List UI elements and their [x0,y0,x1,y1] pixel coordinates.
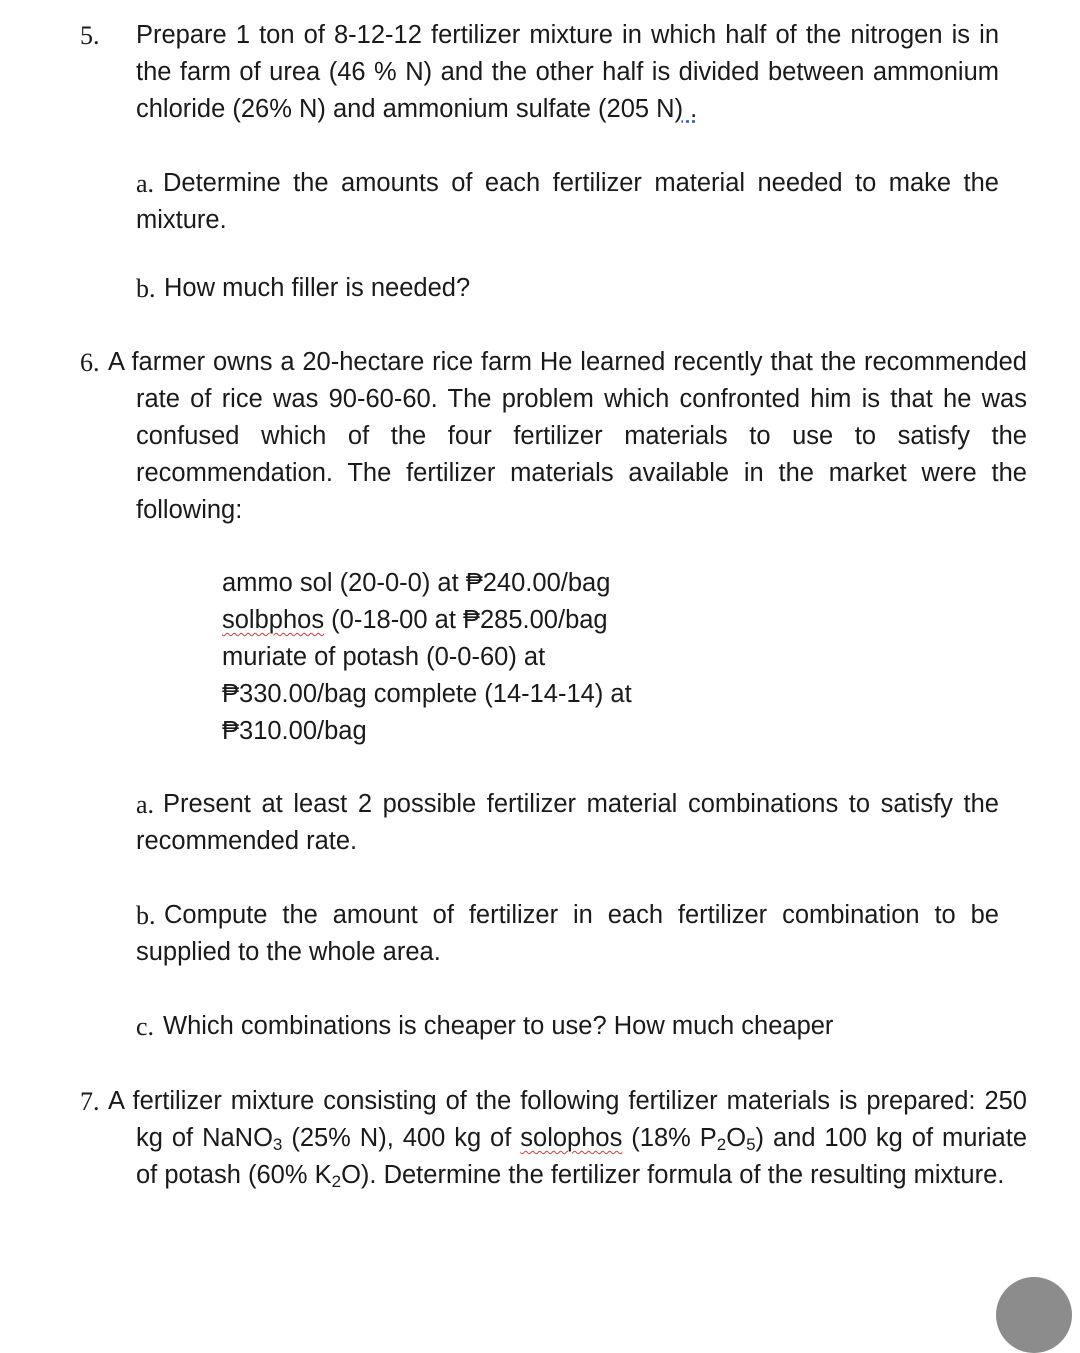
q7-part-6: O). Determine the fertilizer formula of the resulting mixture. [341,1161,1005,1189]
floating-action-button[interactable] [996,1277,1072,1353]
question-7-text [108,1083,1027,1194]
q7-part-1: A fertilizer mixture consisting of the following fertilizer materials is prepared: 250 kg of NaNO [108,1087,1027,1152]
question-6c-mark: c. [136,1012,155,1041]
q7-part-4: O [726,1124,747,1152]
question-5a-text [136,165,999,239]
question-5-tail: ) . [674,95,698,123]
q7-part-5: ) and 100 kg of muriate of potash (60% K [136,1124,1028,1189]
question-6b-text [136,897,999,971]
question-6b-body: Compute the amount of fertilizer in each fertilizer combination to be supplied to the whole area. [136,901,999,966]
q7-sub-2: 2 [716,1135,727,1154]
question-5b-mark: b. [136,274,156,303]
question-6a-body: Present at least 2 possible fertilizer material combinations to satisfy the recommended rate. [136,790,999,855]
fertilizer-list-line-2 [222,602,608,639]
q7-part-3: (18% P [622,1124,717,1152]
fertilizer-list-line-3: muriate of potash (0-0-60) at [222,643,546,671]
question-6c-text: Which combinations is cheaper to use? How much cheaper [163,1012,834,1040]
question-6-text [108,344,1027,529]
fertilizer-list-line-5: ₱310.00/bag [222,717,367,745]
q7-sub-4: 2 [331,1172,342,1191]
fertilizer-list-line-2-rest: (0-18-00 at ₱285.00/bag [324,606,608,634]
question-7-number: 7. [80,1087,100,1116]
question-5-text [136,17,999,128]
q7-part-2: (25% N), 400 kg of [282,1124,521,1152]
question-5a-body: Determine the amounts of each fertilizer material needed to make the mixture. [136,169,999,234]
question-5-body: Prepare 1 ton of 8-12-12 fertilizer mixture in which half of the nitrogen is in the farm of urea (46 % N) and the other half is divided between ammonium chloride (26% N) and ammonium sulfate (205 N [136,21,999,123]
question-6-number: 6. [80,348,100,377]
misspelled-word: solbphos [222,606,325,634]
q7-sub-3: 5 [746,1135,756,1154]
question-6a-text [136,786,999,860]
fertilizer-list-line-4: ₱330.00/bag complete (14-14-14) at [222,680,632,708]
misspelled-word: solophos [520,1124,623,1152]
fertilizer-list-line-1: ammo sol (20-0-0) at ₱240.00/bag [222,569,611,597]
question-6b-mark: b. [136,901,156,930]
question-5a-mark: a. [136,169,155,198]
question-6-body: A farmer owns a 20-hectare rice farm He learned recently that the recommended rate of rice was 90-60-60. The problem which confronted him is that he was confused which of the four fertilizer materials to use to satisfy the recommendation. The fertilizer materials available in the market were the following: [108,348,1027,524]
question-5b-text: How much filler is needed? [164,274,471,302]
question-6a-mark: a. [136,790,155,819]
question-5-number: 5. [80,21,100,50]
q7-sub-1: 3 [272,1135,283,1154]
